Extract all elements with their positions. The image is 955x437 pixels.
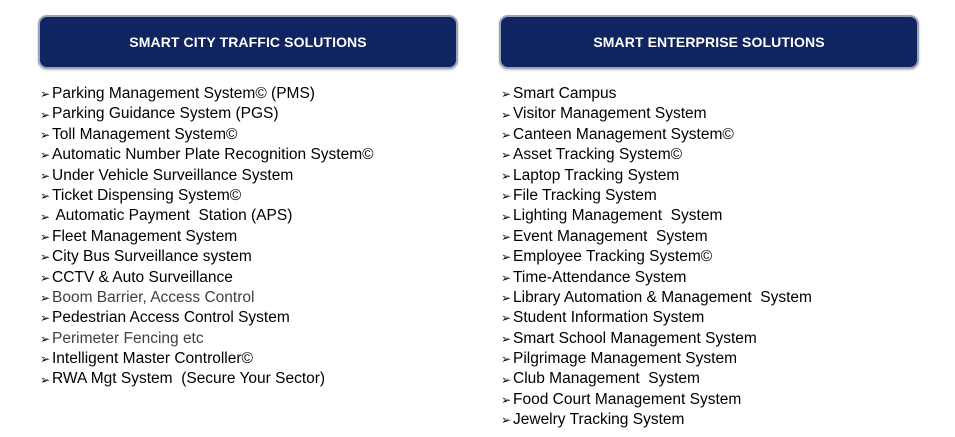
list-item: ➢ Club Management System [501, 369, 812, 389]
arrow-bullet-icon: ➢ [501, 291, 512, 306]
smart-city-header [38, 15, 458, 69]
list-item: ➢ Lighting Management System [501, 206, 812, 226]
list-item: ➢ Under Vehicle Surveillance System [40, 166, 374, 186]
list-item: ➢ Asset Tracking System© [501, 145, 812, 165]
arrow-bullet-icon: ➢ [40, 209, 51, 224]
list-item: ➢ Perimeter Fencing etc [40, 329, 374, 349]
arrow-bullet-icon: ➢ [40, 148, 51, 163]
list-item: ➢ Intelligent Master Controller© [40, 349, 374, 369]
arrow-bullet-icon: ➢ [40, 87, 51, 102]
arrow-bullet-icon: ➢ [40, 189, 51, 204]
list-item: ➢ Parking Guidance System (PGS) [40, 104, 374, 124]
arrow-bullet-icon: ➢ [501, 87, 512, 102]
list-item: ➢ Canteen Management System© [501, 125, 812, 145]
arrow-bullet-icon: ➢ [501, 189, 512, 204]
smart-enterprise-header [499, 15, 919, 69]
list-item: ➢ Parking Management System© (PMS) [40, 84, 374, 104]
list-item: ➢ RWA Mgt System (Secure Your Sector) [40, 369, 374, 389]
arrow-bullet-icon: ➢ [40, 250, 51, 265]
list-item: ➢ Employee Tracking System© [501, 247, 812, 267]
arrow-bullet-icon: ➢ [40, 372, 51, 387]
arrow-bullet-icon: ➢ [40, 270, 51, 285]
smart-city-list [40, 84, 374, 390]
arrow-bullet-icon: ➢ [501, 148, 512, 163]
arrow-bullet-icon: ➢ [501, 107, 512, 122]
arrow-bullet-icon: ➢ [501, 250, 512, 265]
arrow-bullet-icon: ➢ [40, 168, 51, 183]
arrow-bullet-icon: ➢ [501, 413, 512, 428]
smart-enterprise-title: SMART ENTERPRISE SOLUTIONS [593, 34, 825, 50]
list-item: ➢ Smart Campus [501, 84, 812, 104]
arrow-bullet-icon: ➢ [501, 331, 512, 346]
arrow-bullet-icon: ➢ [501, 372, 512, 387]
list-item: ➢ Laptop Tracking System [501, 166, 812, 186]
arrow-bullet-icon: ➢ [501, 393, 512, 408]
list-item: ➢ Student Information System [501, 308, 812, 328]
arrow-bullet-icon: ➢ [40, 291, 51, 306]
arrow-bullet-icon: ➢ [501, 270, 512, 285]
arrow-bullet-icon: ➢ [501, 209, 512, 224]
list-item: ➢ City Bus Surveillance system [40, 247, 374, 267]
list-item: ➢ Smart School Management System [501, 329, 812, 349]
arrow-bullet-icon: ➢ [40, 229, 51, 244]
list-item: ➢ Automatic Number Plate Recognition System© [40, 145, 374, 165]
list-item: ➢ Fleet Management System [40, 227, 374, 247]
list-item: ➢ Ticket Dispensing System© [40, 186, 374, 206]
smart-city-title: SMART CITY TRAFFIC SOLUTIONS [129, 34, 367, 50]
arrow-bullet-icon: ➢ [501, 229, 512, 244]
arrow-bullet-icon: ➢ [501, 168, 512, 183]
list-item: ➢ Boom Barrier, Access Control [40, 288, 374, 308]
list-item: ➢ File Tracking System [501, 186, 812, 206]
arrow-bullet-icon: ➢ [40, 331, 51, 346]
list-item: ➢ Pilgrimage Management System [501, 349, 812, 369]
arrow-bullet-icon: ➢ [40, 311, 51, 326]
arrow-bullet-icon: ➢ [501, 127, 512, 142]
arrow-bullet-icon: ➢ [40, 127, 51, 142]
list-item: ➢ Toll Management System© [40, 125, 374, 145]
arrow-bullet-icon: ➢ [40, 107, 51, 122]
list-item: ➢ Library Automation & Management System [501, 288, 812, 308]
list-item: ➢ Visitor Management System [501, 104, 812, 124]
list-item: ➢ Jewelry Tracking System [501, 410, 812, 430]
arrow-bullet-icon: ➢ [501, 352, 512, 367]
list-item: ➢ CCTV & Auto Surveillance [40, 268, 374, 288]
list-item: ➢ Time-Attendance System [501, 268, 812, 288]
list-item: ➢ Event Management System [501, 227, 812, 247]
smart-enterprise-list [501, 84, 812, 431]
list-item: ➢ Food Court Management System [501, 390, 812, 410]
list-item: ➢ Pedestrian Access Control System [40, 308, 374, 328]
arrow-bullet-icon: ➢ [501, 311, 512, 326]
list-item: ➢ Automatic Payment Station (APS) [40, 206, 374, 226]
arrow-bullet-icon: ➢ [40, 352, 51, 367]
